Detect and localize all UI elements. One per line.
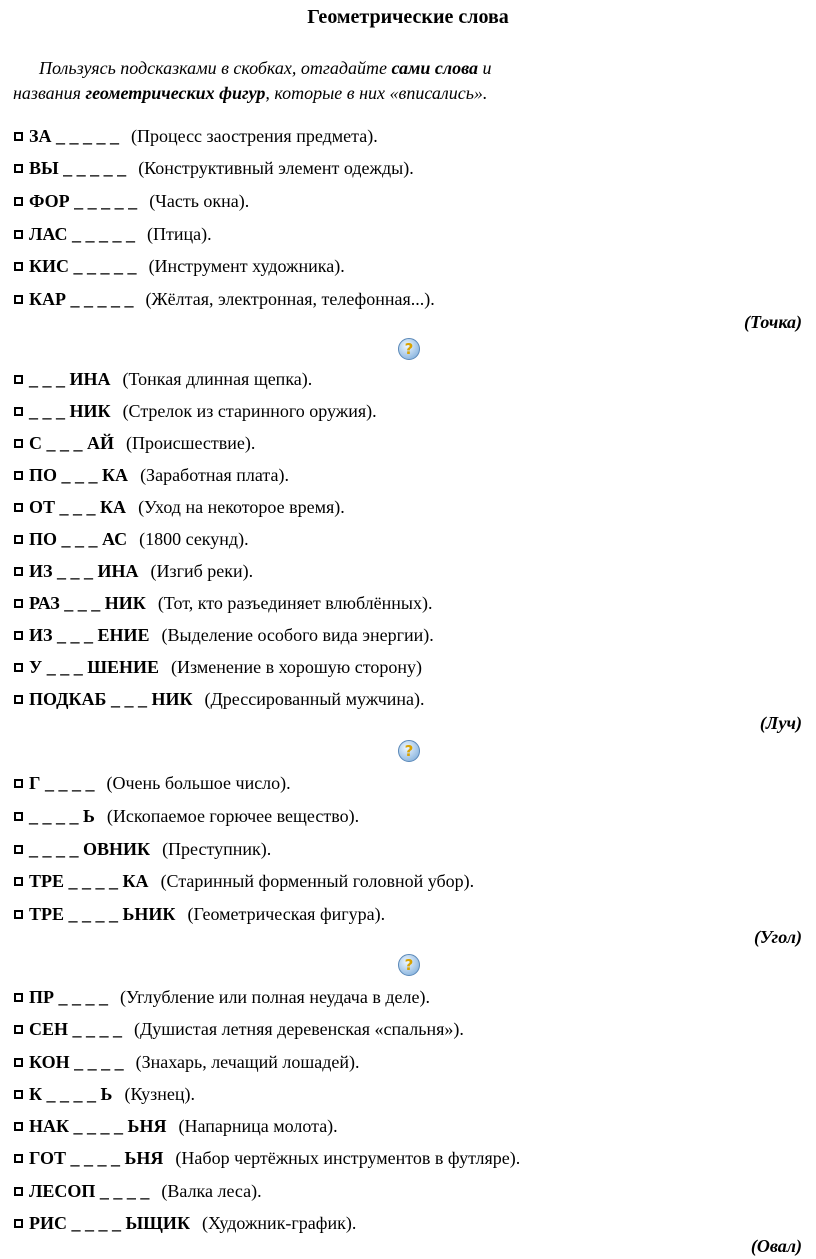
square-bullet-icon bbox=[14, 535, 23, 544]
puzzle-hint: (Ископаемое горючее вещество). bbox=[106, 806, 360, 826]
puzzle-word: ПР _ _ _ _ bbox=[29, 987, 108, 1007]
puzzle-item bbox=[14, 1082, 195, 1106]
puzzle-hint: (Процесс заострения предмета). bbox=[131, 126, 378, 146]
puzzle-hint: (Дрессированный мужчина). bbox=[204, 689, 425, 709]
puzzle-hint: (Выделение особого вида энергии). bbox=[161, 625, 434, 645]
puzzle-hint: (Художник-график). bbox=[202, 1213, 357, 1233]
puzzle-word: СЕН _ _ _ _ bbox=[29, 1019, 123, 1039]
square-bullet-icon bbox=[14, 779, 23, 788]
square-bullet-icon bbox=[14, 1154, 23, 1163]
puzzle-word: ЗА _ _ _ _ _ bbox=[29, 126, 119, 146]
puzzle-word: ФОР _ _ _ _ _ bbox=[29, 191, 138, 211]
puzzle-item bbox=[14, 1211, 356, 1235]
puzzle-item bbox=[14, 189, 249, 213]
puzzle-word: ГОТ _ _ _ _ ЬНЯ bbox=[29, 1148, 164, 1168]
square-bullet-icon bbox=[14, 910, 23, 919]
group-answer: (Точка) bbox=[744, 312, 802, 332]
square-bullet-icon bbox=[14, 262, 23, 271]
puzzle-item bbox=[14, 463, 289, 487]
puzzle-item bbox=[14, 559, 253, 583]
puzzle-item bbox=[14, 902, 385, 926]
puzzle-hint: (Тонкая длинная щепка). bbox=[122, 369, 313, 389]
puzzle-word: ВЫ _ _ _ _ _ bbox=[29, 158, 127, 178]
puzzle-item bbox=[14, 837, 271, 861]
puzzle-word: ИЗ _ _ _ ИНА bbox=[29, 561, 139, 581]
square-bullet-icon bbox=[14, 1090, 23, 1099]
question-mark-icon bbox=[397, 337, 421, 361]
puzzle-item bbox=[14, 1017, 464, 1041]
puzzle-item bbox=[14, 367, 312, 391]
puzzle-item bbox=[14, 655, 422, 679]
square-bullet-icon bbox=[14, 1122, 23, 1131]
square-bullet-icon bbox=[14, 631, 23, 640]
intro-text-4: , которые в них «вписались». bbox=[265, 83, 488, 103]
puzzle-item bbox=[14, 1050, 360, 1074]
question-mark-icon bbox=[397, 953, 421, 977]
puzzle-item bbox=[14, 687, 425, 711]
puzzle-hint: (Старинный форменный головной убор). bbox=[160, 871, 475, 891]
puzzle-item bbox=[14, 156, 414, 180]
puzzle-hint: (Углубление или полная неудача в деле). bbox=[120, 987, 430, 1007]
group-answer: (Овал) bbox=[750, 1236, 802, 1256]
square-bullet-icon bbox=[14, 1219, 23, 1228]
puzzle-word: ОТ _ _ _ КА bbox=[29, 497, 127, 517]
page-title: Геометрические слова bbox=[307, 6, 509, 28]
puzzle-word: ИЗ _ _ _ ЕНИЕ bbox=[29, 625, 150, 645]
puzzle-word: КОН _ _ _ _ bbox=[29, 1052, 124, 1072]
square-bullet-icon bbox=[14, 993, 23, 1002]
puzzle-hint: (Валка леса). bbox=[161, 1181, 262, 1201]
puzzle-item bbox=[14, 869, 474, 893]
puzzle-word: Г _ _ _ _ bbox=[29, 773, 95, 793]
square-bullet-icon bbox=[14, 471, 23, 480]
puzzle-hint: (Изгиб реки). bbox=[150, 561, 254, 581]
square-bullet-icon bbox=[14, 1058, 23, 1067]
square-bullet-icon bbox=[14, 407, 23, 416]
intro-bold-2: геометрических фигур bbox=[85, 83, 266, 103]
puzzle-word: _ _ _ ИНА bbox=[29, 369, 111, 389]
puzzle-hint: (Заработная плата). bbox=[140, 465, 289, 485]
puzzle-item bbox=[14, 591, 433, 615]
puzzle-item bbox=[14, 495, 345, 519]
instructions bbox=[13, 56, 803, 106]
square-bullet-icon bbox=[14, 812, 23, 821]
square-bullet-icon bbox=[14, 1187, 23, 1196]
puzzle-hint: (Часть окна). bbox=[149, 191, 250, 211]
puzzle-item bbox=[14, 431, 255, 455]
puzzle-hint: (Конструктивный элемент одежды). bbox=[138, 158, 414, 178]
puzzle-hint: (Жёлтая, электронная, телефонная...). bbox=[145, 289, 435, 309]
puzzle-item bbox=[14, 124, 378, 148]
puzzle-hint: (Преступник). bbox=[162, 839, 272, 859]
puzzle-item bbox=[14, 287, 435, 311]
svg-text:?: ? bbox=[404, 956, 414, 974]
puzzle-hint: (Геометрическая фигура). bbox=[187, 904, 386, 924]
svg-text:?: ? bbox=[404, 340, 414, 358]
square-bullet-icon bbox=[14, 1025, 23, 1034]
square-bullet-icon bbox=[14, 663, 23, 672]
puzzle-word: С _ _ _ АЙ bbox=[29, 433, 114, 453]
group-answer: (Луч) bbox=[759, 713, 802, 733]
puzzle-word: КАР _ _ _ _ _ bbox=[29, 289, 134, 309]
puzzle-hint: (Изменение в хорошую сторону) bbox=[171, 657, 422, 677]
puzzle-hint: (Инструмент художника). bbox=[148, 256, 345, 276]
puzzle-word: ПО _ _ _ АС bbox=[29, 529, 128, 549]
puzzle-item bbox=[14, 985, 430, 1009]
puzzle-item bbox=[14, 1146, 520, 1170]
puzzle-word: ТРЕ _ _ _ _ ЬНИК bbox=[29, 904, 176, 924]
puzzle-hint: (Знахарь, лечащий лошадей). bbox=[135, 1052, 360, 1072]
square-bullet-icon bbox=[14, 295, 23, 304]
puzzle-word: К _ _ _ _ Ь bbox=[29, 1084, 113, 1104]
puzzle-word: _ _ _ _ Ь bbox=[29, 806, 95, 826]
group-answer: (Угол) bbox=[753, 927, 802, 947]
puzzle-word: РИС _ _ _ _ ЫЩИК bbox=[29, 1213, 190, 1233]
puzzle-item bbox=[14, 1179, 262, 1203]
square-bullet-icon bbox=[14, 230, 23, 239]
puzzle-item bbox=[14, 804, 359, 828]
puzzle-item bbox=[14, 527, 249, 551]
puzzle-word: РАЗ _ _ _ НИК bbox=[29, 593, 146, 613]
svg-text:?: ? bbox=[404, 742, 414, 760]
puzzle-hint: (Очень большое число). bbox=[106, 773, 291, 793]
puzzle-hint: (1800 секунд). bbox=[139, 529, 249, 549]
puzzle-word: КИС _ _ _ _ _ bbox=[29, 256, 137, 276]
puzzle-word: НАК _ _ _ _ ЬНЯ bbox=[29, 1116, 167, 1136]
intro-text-1: Пользуясь подсказками в скобках, отгадайте bbox=[39, 58, 392, 78]
puzzle-hint: (Птица). bbox=[147, 224, 212, 244]
square-bullet-icon bbox=[14, 375, 23, 384]
square-bullet-icon bbox=[14, 845, 23, 854]
puzzle-item bbox=[14, 623, 434, 647]
puzzle-item bbox=[14, 1114, 338, 1138]
square-bullet-icon bbox=[14, 567, 23, 576]
square-bullet-icon bbox=[14, 503, 23, 512]
puzzle-word: ПОДКАБ _ _ _ НИК bbox=[29, 689, 193, 709]
puzzle-word: ЛЕСОП _ _ _ _ bbox=[29, 1181, 150, 1201]
puzzle-hint: (Кузнец). bbox=[124, 1084, 195, 1104]
square-bullet-icon bbox=[14, 877, 23, 886]
puzzle-hint: (Набор чертёжных инструментов в футляре). bbox=[175, 1148, 521, 1168]
puzzle-hint: (Уход на некоторое время). bbox=[138, 497, 345, 517]
puzzle-word: _ _ _ НИК bbox=[29, 401, 111, 421]
intro-text-3: названия bbox=[13, 83, 86, 103]
square-bullet-icon bbox=[14, 197, 23, 206]
square-bullet-icon bbox=[14, 599, 23, 608]
puzzle-hint: (Напарница молота). bbox=[178, 1116, 338, 1136]
puzzle-word: ПО _ _ _ КА bbox=[29, 465, 129, 485]
puzzle-item bbox=[14, 771, 291, 795]
intro-text-2: и bbox=[478, 58, 492, 78]
puzzle-word: ЛАС _ _ _ _ _ bbox=[29, 224, 136, 244]
puzzle-word: _ _ _ _ ОВНИК bbox=[29, 839, 151, 859]
question-mark-icon bbox=[397, 739, 421, 763]
square-bullet-icon bbox=[14, 695, 23, 704]
puzzle-hint: (Происшествие). bbox=[126, 433, 256, 453]
puzzle-hint: (Стрелок из старинного оружия). bbox=[122, 401, 377, 421]
puzzle-item bbox=[14, 254, 345, 278]
intro-bold-1: сами слова bbox=[391, 58, 479, 78]
puzzle-item bbox=[14, 399, 377, 423]
puzzle-hint: (Душистая летняя деревенская «спальня»). bbox=[134, 1019, 464, 1039]
puzzle-word: У _ _ _ ШЕНИЕ bbox=[29, 657, 159, 677]
square-bullet-icon bbox=[14, 164, 23, 173]
puzzle-word: ТРЕ _ _ _ _ КА bbox=[29, 871, 149, 891]
puzzle-hint: (Тот, кто разъединяет влюблённых). bbox=[157, 593, 433, 613]
square-bullet-icon bbox=[14, 132, 23, 141]
square-bullet-icon bbox=[14, 439, 23, 448]
puzzle-item bbox=[14, 222, 212, 246]
